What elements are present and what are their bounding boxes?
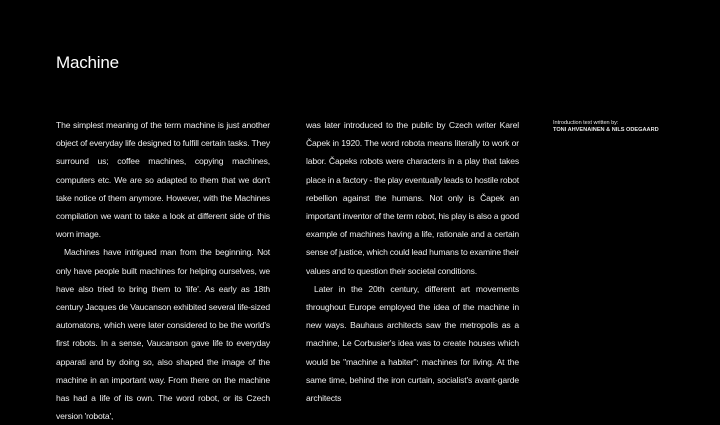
credit-label: Introduction text written by: bbox=[553, 120, 619, 126]
credit-authors: TONI AHVENAINEN & NILS ODEGAARD bbox=[553, 127, 659, 133]
paragraph: was later introduced to the public by Czech writer Karel Čapek in 1920. The word robota means literally to work or labor. Čapeks robots were characters in a play that takes place in a factory - the play eventually leads to hostile robot rebellion against the humans. Not only is Čapek an important inventor of the term robot, his play is also a good example of machines having a life, rationale and a certain sense of justice, which could lead humans to examine their values and to question their societal conditions. bbox=[306, 120, 519, 276]
author-credit bbox=[553, 120, 703, 134]
paragraph: Later in the 20th century, different art movements throughout Europe employed the idea of the machine in new ways. Bauhaus architects saw the metropolis as a machine, Le Corbusier's idea was to create houses which would be "machine a habiter": machines for living. At the same time, behind the iron curtain, socialist's avant-garde architects bbox=[306, 283, 519, 404]
paragraph: Machines have intrigued man from the beginning. Not only have people built machines for helping ourselves, we have also tried to bring them to 'life'. As early as 18th century Jacques de Vaucanson exhibited several life-sized automatons, which were later considered to be the world's first robots. In a sense, Vaucanson gave life to everyday apparati and by doing so, also shaped the image of the machine in an important way. From there on the machine has had a life of its own. The word robot, or its Czech version 'robota', bbox=[56, 247, 270, 422]
text-column-right bbox=[306, 116, 519, 407]
text-column-left bbox=[56, 116, 270, 425]
paragraph: The simplest meaning of the term machine is just another object of everyday life designed to fulfill certain tasks. They surround us; coffee machines, copying machines, computers etc. We are so adapted to them that we don't take notice of them anymore. However, with the Machines compilation we want to take a look at different side of this worn image. bbox=[56, 120, 270, 240]
page-title: Machine bbox=[56, 53, 119, 72]
